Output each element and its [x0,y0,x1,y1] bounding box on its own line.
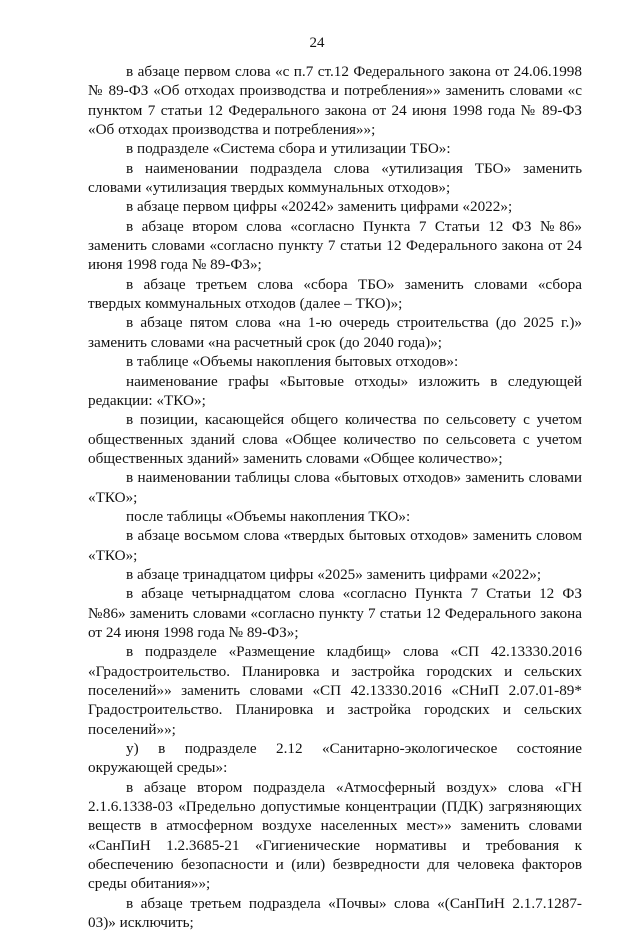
paragraph: в позиции, касающейся общего количества по сельсовету с учетом общественных зданий слова «Общее количество по сельсовета с учетом общественных зданий» заменить словами «Общее количество»; [88,411,582,467]
paragraph: в абзаце первом слова «с п.7 ст.12 Федерального закона от 24.06.1998 № 89-ФЗ «Об отходах производства и потребления»» заменить словами «с пунктом 7 статьи 12 Федерального закона от 24 июня 1998 года № 89-ФЗ «Об отходах производства и потребления»»; [88,63,582,139]
paragraph: в наименовании таблицы слова «бытовых отходов» заменить словами «ТКО»; [88,469,582,506]
page-number: 24 [309,35,325,51]
paragraph: у) в подразделе 2.12 «Санитарно-экологическое состояние окружающей среды»: [88,740,582,777]
paragraph: в абзаце третьем подраздела «Почвы» слова «(СанПиН 2.1.7.1287-03)» исключить; [88,894,582,932]
paragraph: в абзаце втором слова «согласно Пункта 7 Статьи 12 ФЗ №86» заменить словами «согласно пункту 7 статьи 12 Федерального закона от 24 июня 1998 года № 89-ФЗ»; [88,217,582,274]
paragraph: в наименовании подраздела слова «утилизация ТБО» заменить словами «утилизация твердых коммунальных отходов»; [88,159,582,197]
paragraph: в абзаце втором подраздела «Атмосферный воздух» слова «ГН 2.1.6.1338-03 «Предельно допустимые концентрации (ПДК) загрязняющих веществ в атмосферном воздухе населенных мест»» заменить словами «СанПиН 1.2.3685-21 «Гигиенические нормативы и требования к обеспечению безопасности и (или) безвредности для человека факторов среды обитания»»; [88,778,582,893]
paragraph: в абзаце первом цифры «20242» заменить цифрами «2022»; [126,198,513,216]
paragraph: в подразделе «Размещение кладбищ» слова «СП 42.13330.2016 «Градостроительство. Планировка и застройка городских и сельских поселений»» заменить словами «СП 42.13330.2016 «СНиП 2.07.01-89* Градостроительство. Планировка и застройка городских и сельских поселений»»; [88,643,582,738]
paragraph: в абзаце пятом слова «на 1-ю очередь строительства (до 2025 г.)» заменить словами «на расчетный срок (до 2040 года)»; [88,314,582,351]
paragraph: в абзаце третьем слова «сбора ТБО» заменить словами «сбора твердых коммунальных отходов (далее – ТКО)»; [88,275,582,313]
document-body [88,62,582,932]
paragraph: в абзаце восьмом слова «твердых бытовых отходов» заменить словом «ТКО»; [88,527,582,564]
paragraph: наименование графы «Бытовые отходы» изложить в следующей редакции: «ТКО»; [88,372,582,409]
paragraph: в подразделе «Система сбора и утилизации ТБО»: [126,140,451,158]
paragraph: в абзаце тринадцатом цифры «2025» заменить цифрами «2022»; [126,565,542,583]
paragraph: в абзаце четырнадцатом слова «согласно Пункта 7 Статьи 12 ФЗ №86» заменить словами «согласно пункту 7 статьи 12 Федерального закона от 24 июня 1998 года № 89-ФЗ»; [88,585,582,641]
paragraph: после таблицы «Объемы накопления ТКО»: [126,507,411,525]
paragraph: в таблице «Объемы накопления бытовых отходов»: [126,353,459,371]
